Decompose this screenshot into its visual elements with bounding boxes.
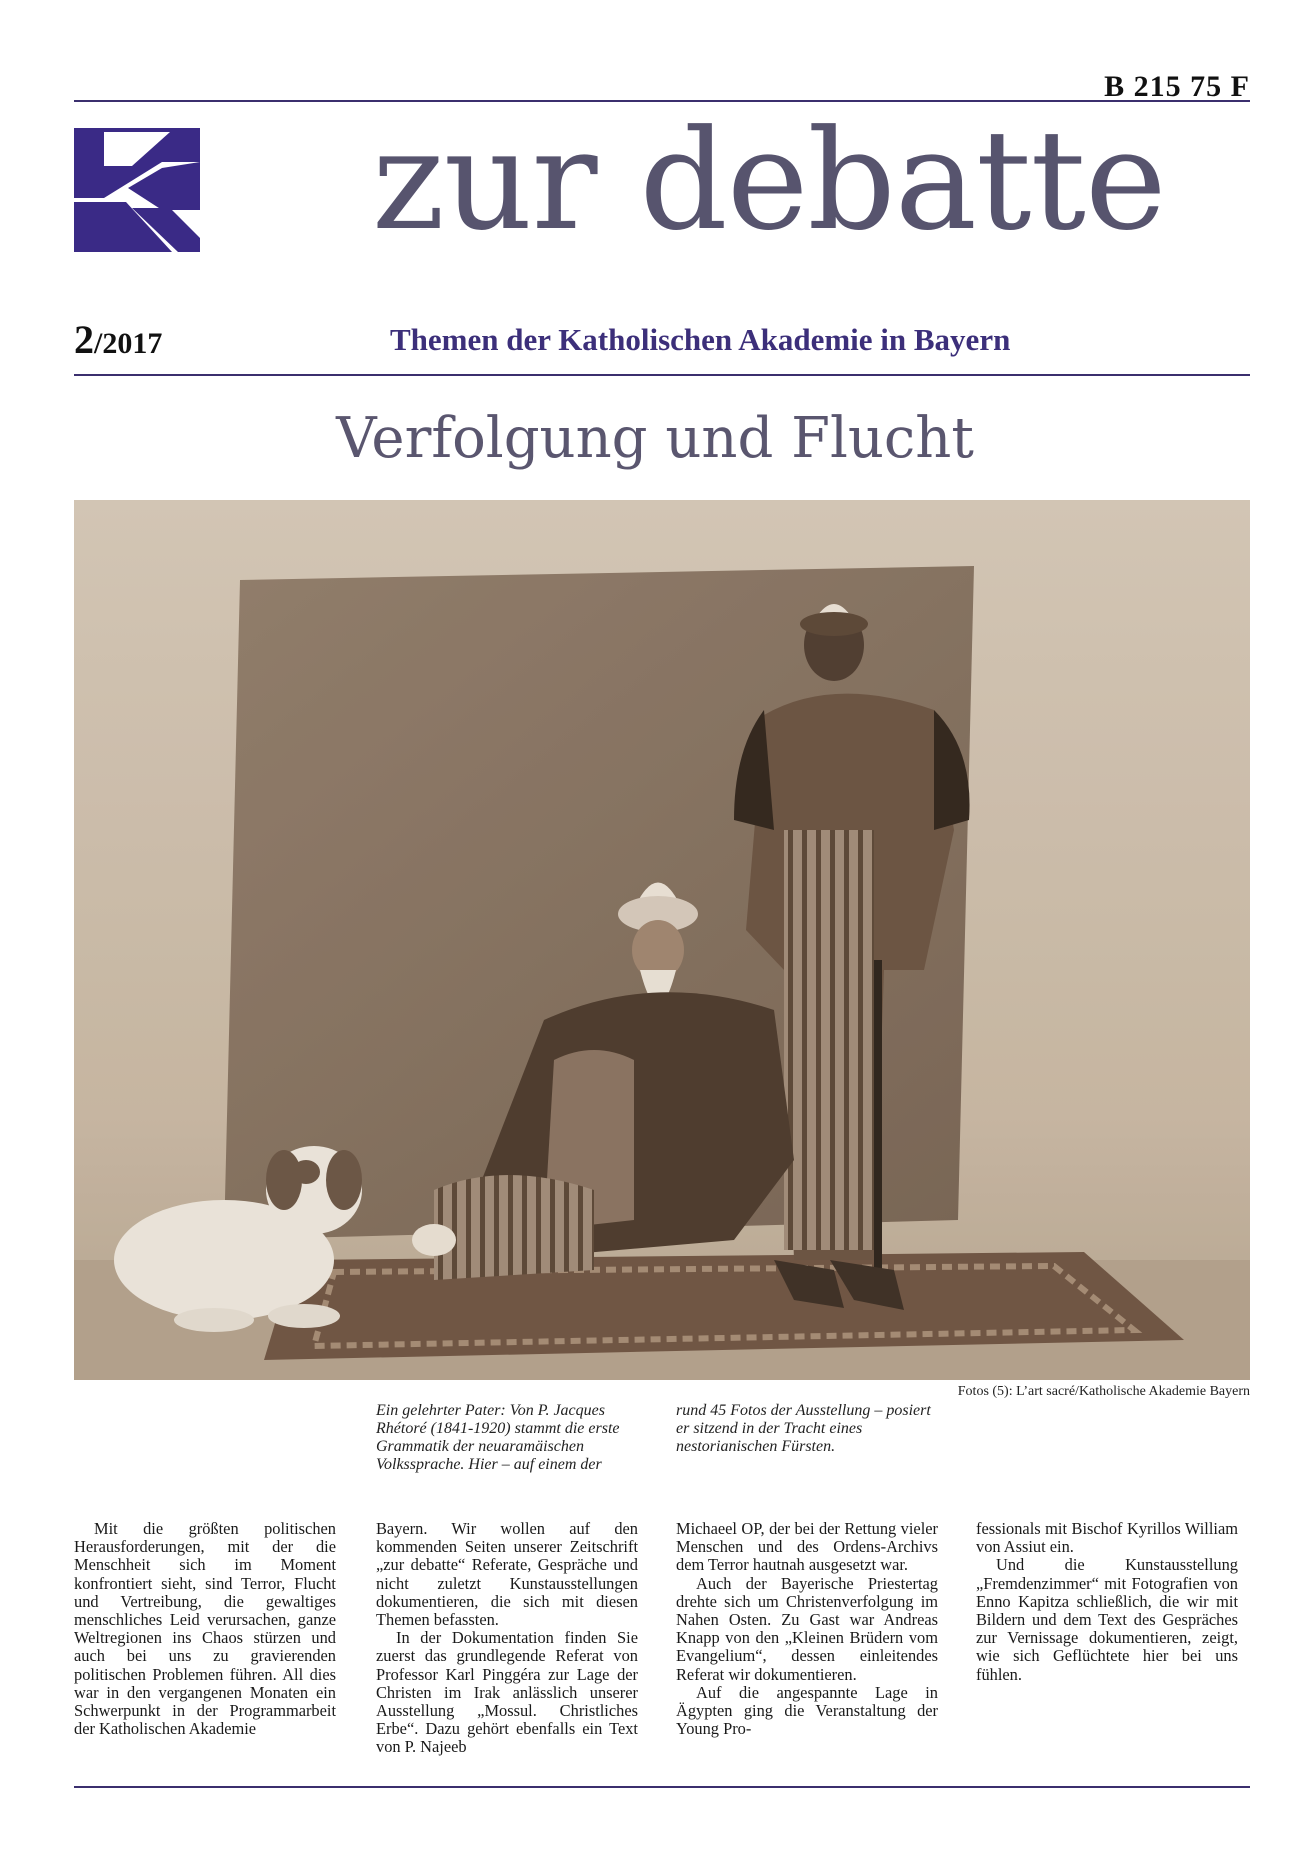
- paragraph: Michaeel OP, der bei der Rettung vieler Menschen und des Ordens-Archivs dem Terror hautnah ausgesetzt war.: [676, 1519, 938, 1575]
- bottom-rule: [74, 1786, 1250, 1788]
- paragraph: In der Dokumentation finden Sie zuerst das grundlegende Referat von Professor Karl Pinggéra zur Lage der Christen im Irak anlässlich unserer Ausstellung „Mossul. Christliches Erbe“. Dazu gehört ebenfalls ein Text von P. Najeeb: [376, 1628, 638, 1757]
- issn-number: B 215 75 F: [1104, 70, 1250, 103]
- photo-credit: Fotos (5): L’art sacré/Katholische Akademie Bayern: [957, 1384, 1250, 1399]
- article-column-1: [74, 1520, 336, 1738]
- header-rule: [74, 374, 1250, 376]
- paragraph: Bayern. Wir wollen auf den kommenden Seiten unserer Zeitschrift „zur debatte“ Referate, Gespräche und nicht zuletzt Kunstausstellungen dokumentieren, die sich mit diesen Themen befassten.: [376, 1519, 638, 1630]
- academy-logo-icon: [74, 128, 200, 252]
- issue-year: /2017: [94, 327, 163, 360]
- paragraph: Mit die größten politischen Herausforderungen, mit der die Menschheit sich im Moment konfrontiert sieht, sind Terror, Flucht und Vertreibung, die gewaltiges menschliches Leid verursachen, ganze Weltregionen ins Chaos stürzen und auch bei uns zu gravierenden politischen Problemen führen. All dies war in den vergangenen Monaten ein Schwerpunkt in der Programmarbeit der Katholischen Akademie: [74, 1519, 336, 1739]
- article-column-4: [976, 1520, 1238, 1684]
- photo-tone-overlay: [74, 500, 1250, 1380]
- historical-photo: [74, 500, 1250, 1380]
- photo-caption-part1: Ein gelehrter Pater: Von P. Jacques Rhétoré (1841-1920) stammt die erste Grammatik der neuaramäischen Volkssprache. Hier – auf einem der: [376, 1402, 620, 1473]
- page-headline: Verfolgung und Flucht: [336, 406, 974, 471]
- masthead-title: zur debatte: [372, 100, 1166, 261]
- article-column-3: [676, 1520, 938, 1738]
- paragraph: Auf die angespannte Lage in Ägypten ging die Veranstaltung der Young Pro-: [676, 1682, 938, 1739]
- paragraph: fessionals mit Bischof Kyrillos William von Assiut ein.: [976, 1519, 1238, 1557]
- paragraph: Und die Kunstausstellung „Fremdenzimmer“ mit Fotografien von Enno Kapitza schließlich, die wir mit Bildern und dem Text des Gespräches zur Vernissage dokumentieren, zeigt, wie sich Geflüchtete hier bei uns fühlen.: [976, 1555, 1238, 1684]
- article-column-2: [376, 1520, 638, 1757]
- masthead-subtitle: Themen der Katholischen Akademie in Bayern: [390, 322, 1011, 357]
- issue-number: 2: [74, 317, 94, 362]
- paragraph: Auch der Bayerische Priestertag drehte sich um Christenverfolgung im Nahen Osten. Zu Gast war Andreas Knapp von den „Kleinen Brüdern vom Evangelium“, dessen einleitendes Referat wir dokumentieren.: [676, 1573, 938, 1684]
- photo-caption-part2: rund 45 Fotos der Ausstellung – posiert er sitzend in der Tracht eines nestorianischen Fürsten.: [676, 1402, 931, 1455]
- issue-label: [74, 316, 162, 363]
